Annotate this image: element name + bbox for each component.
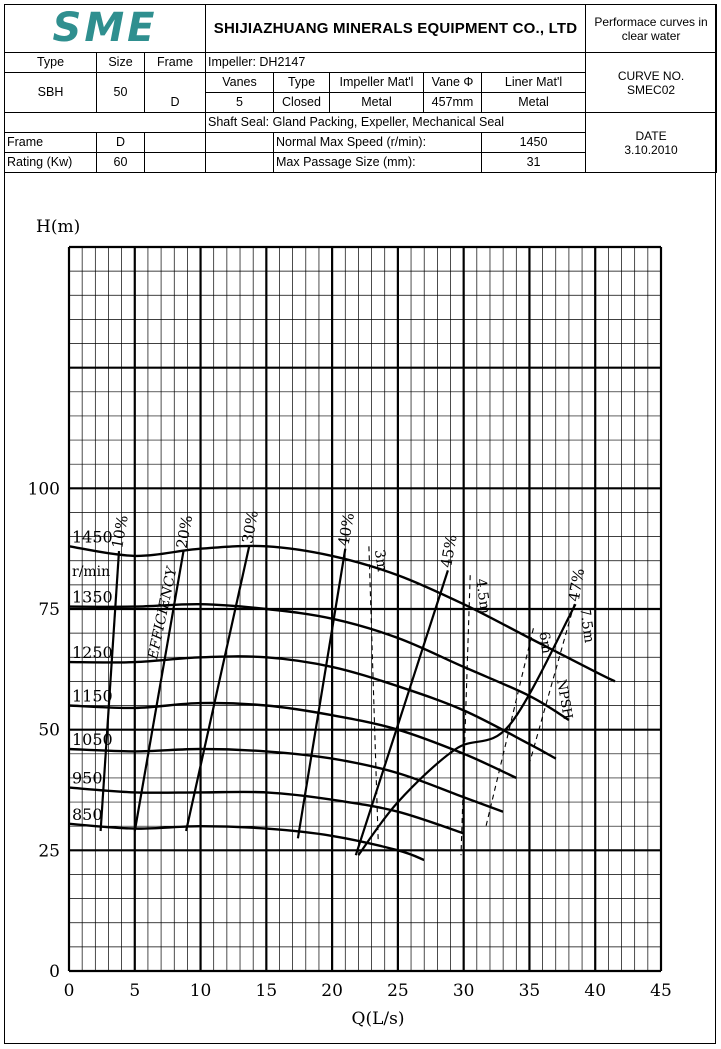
vane-dia-value: 457mm	[424, 93, 482, 113]
npsh-curve-3m	[369, 546, 378, 840]
size-label: Size	[97, 53, 145, 73]
curve-no-value: SMEC02	[627, 82, 676, 97]
frame-row-label: Frame	[5, 133, 97, 153]
speed-curve-850	[69, 824, 424, 860]
x-tick-label: 0	[63, 981, 75, 1001]
speed-label-950: 950	[72, 768, 103, 788]
efficiency-curve-40%	[298, 549, 345, 839]
speed-label-1350: 1350	[72, 587, 113, 607]
npsh-curve-6m	[486, 628, 533, 826]
rating-value: 60	[97, 153, 145, 173]
x-tick-label: 15	[255, 981, 278, 1001]
imp-type-value: Closed	[274, 93, 330, 113]
npsh-label: NPSH	[553, 678, 575, 721]
liner-mat-label: Liner Mat'l	[482, 73, 586, 93]
speed-label-1250: 1250	[72, 643, 113, 663]
speed-label-1050: 1050	[72, 729, 113, 749]
speed-label-850: 850	[72, 804, 103, 824]
y-tick-label: 25	[38, 841, 60, 862]
efficiency-label: EFFICIENCY	[145, 565, 181, 661]
npsh-label-7.5m: 7.5m	[576, 606, 598, 644]
npsh-label-3m: 3m	[370, 548, 390, 573]
speed-label: Normal Max Speed (r/min):	[274, 133, 482, 153]
speed-label-1450: 1450	[72, 527, 113, 547]
date-label: DATE	[635, 128, 667, 143]
x-tick-label: 45	[650, 981, 672, 1001]
type-label: Type	[5, 53, 97, 73]
speed-curves	[69, 527, 615, 860]
svg-text:SME: SME	[52, 5, 158, 47]
efficiency-label-47%: 47%	[564, 566, 589, 603]
y-tick-label: 50	[38, 720, 60, 741]
efficiency-label-10%: 10%	[108, 513, 132, 550]
passage-value: 31	[482, 153, 586, 173]
passage-label: Max Passage Size (mm):	[274, 153, 482, 173]
x-tick-label: 35	[518, 981, 541, 1001]
x-tick-label: 10	[189, 981, 212, 1001]
impeller-mat-label: Impeller Mat'l	[330, 73, 424, 93]
vane-dia-label: Vane Φ	[424, 73, 482, 93]
curve-no-label: CURVE NO.	[617, 68, 685, 83]
date-value: 3.10.2010	[624, 142, 678, 157]
frame-value: D	[145, 93, 206, 113]
frame-label: Frame	[145, 53, 206, 73]
x-tick-label: 40	[584, 981, 607, 1001]
npsh-label-4.5m: 4.5m	[472, 577, 494, 615]
efficiency-label-20%: 20%	[172, 513, 197, 550]
x-tick-label: 30	[452, 981, 475, 1001]
perf-title: Performace curves in clear water	[586, 5, 717, 53]
y-axis-label: H(m)	[36, 217, 81, 237]
rating-label: Rating (Kw)	[5, 153, 97, 173]
npsh-curve-4.5m	[461, 575, 470, 855]
type-value: SBH	[5, 73, 97, 113]
x-tick-label: 25	[387, 981, 409, 1001]
impeller-label: Impeller: DH2147	[206, 53, 586, 73]
liner-mat-value: Metal	[482, 93, 586, 113]
y-tick-label: 0	[49, 962, 60, 982]
shaft-seal: Shaft Seal: Gland Packing, Expeller, Mechanical Seal	[206, 113, 586, 133]
speed-label-1150: 1150	[72, 686, 113, 706]
x-tick-label: 20	[321, 981, 343, 1001]
x-tick-label: 5	[129, 981, 141, 1001]
speed-unit-label: r/min	[72, 564, 111, 580]
impeller-mat-value: Metal	[330, 93, 424, 113]
y-tick-label: 100	[27, 479, 60, 500]
efficiency-label-30%: 30%	[238, 509, 262, 545]
frame-row-value: D	[97, 133, 145, 153]
y-tick-label: 75	[38, 600, 60, 620]
efficiency-label-40%: 40%	[334, 511, 359, 548]
speed-value: 1450	[482, 133, 586, 153]
imp-type-label: Type	[274, 73, 330, 93]
x-axis-label: Q(L/s)	[351, 1009, 405, 1029]
vanes-label: Vanes	[206, 73, 274, 93]
size-value: 50	[97, 73, 145, 113]
company-name: SHIJIAZHUANG MINERALS EQUIPMENT CO., LTD	[206, 5, 586, 53]
npsh-label-6m: 6m	[535, 630, 555, 655]
efficiency-label-45%: 45%	[437, 533, 461, 570]
vanes-value: 5	[206, 93, 274, 113]
